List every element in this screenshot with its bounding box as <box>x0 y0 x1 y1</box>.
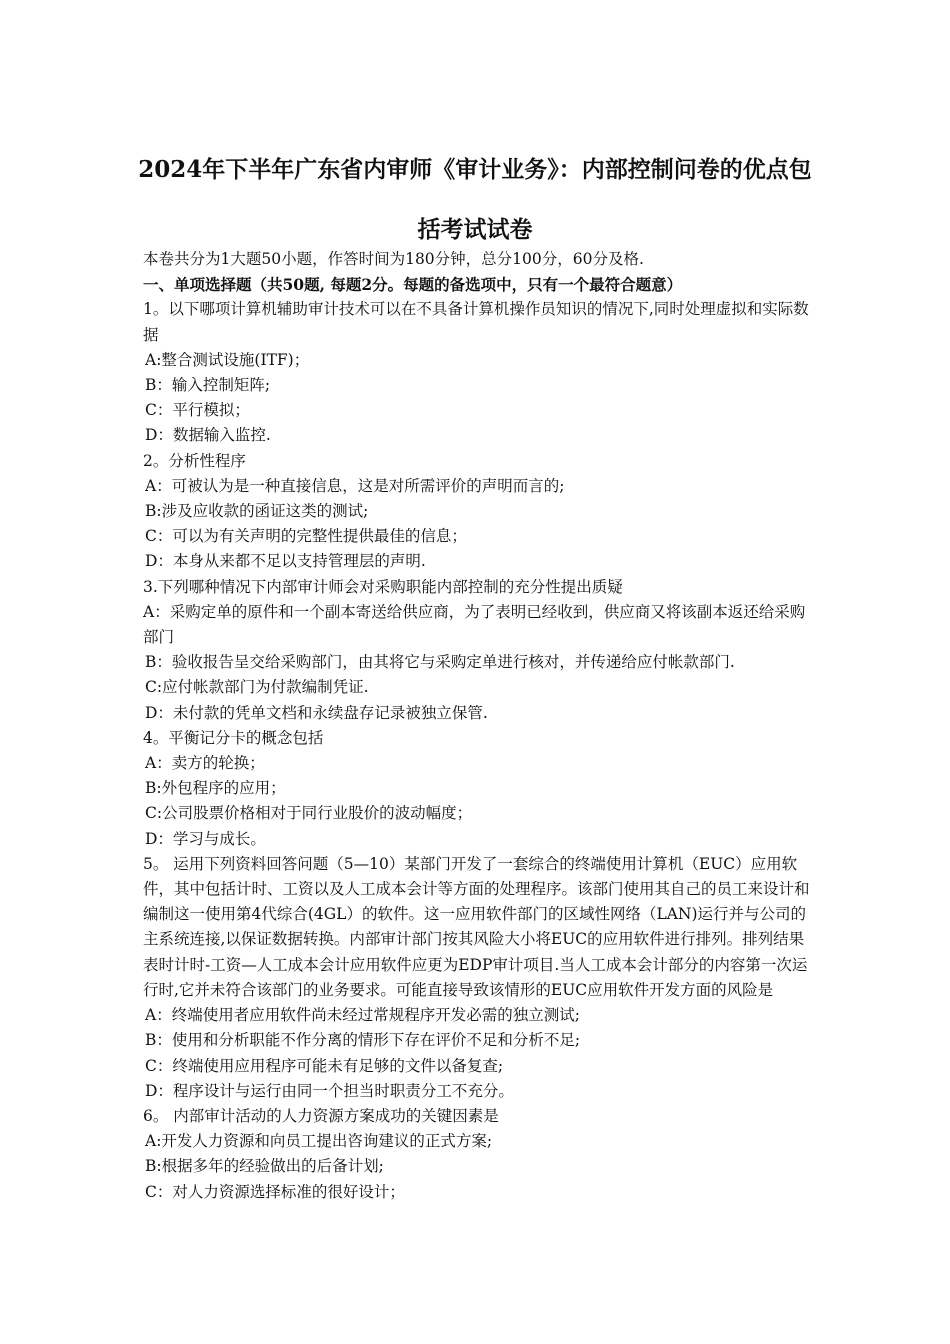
question-stem: 3.下列哪种情况下内部审计师会对采购职能内部控制的充分性提出质疑 <box>143 577 623 596</box>
question-option: B：验收报告呈交给采购部门，由其将它与采购定单进行核对，并传递给应付帐款部门. <box>145 653 735 672</box>
question-stem: 5。 运用下列资料回答问题（5—10）某部门开发了一套综合的终端使用计算机（EUC）应用软件，其中包括计时、工资以及人工成本会计等方面的处理程序。该部门使用其自己的员工来设计和编制这一使用第4代综合(4GL）的软件。这一应用软件部门的区域性网络（LAN)运行并与公司的主系统连接,以保证数据转换。内部审计部门按其风险大小将EUC的应用软件进行排列。排列结果表时计时-工资—人工成本会计应用软件应更为EDP审计项目.当人工成本会计部分的内容第一次运行时,它并未符合该部门的业务要求。可能直接导致该情形的EUC应用软件开发方面的风险是 <box>143 854 810 999</box>
question-option: A：终端使用者应用软件尚未经过常规程序开发必需的独立测试; <box>145 1006 580 1025</box>
document-body <box>143 247 815 1205</box>
question-block <box>143 726 815 852</box>
question-block <box>143 297 815 448</box>
question-option: C：平行模拟； <box>145 401 250 420</box>
question-option: B：使用和分析职能不作分离的情形下存在评价不足和分析不足; <box>145 1031 581 1050</box>
question-option: B：输入控制矩阵; <box>145 376 271 395</box>
question-option: B:根据多年的经验做出的后备计划; <box>145 1157 384 1176</box>
question-option: A：可被认为是一种直接信息，这是对所需评价的声明而言的; <box>145 476 565 495</box>
question-stem: 4。平衡记分卡的概念包括 <box>143 728 324 747</box>
title-line-1: 2024年下半年广东省内审师《审计业务》：内部控制问卷的优点包 <box>138 156 812 183</box>
title-line-2: 括考试试卷 <box>417 216 533 243</box>
question-stem: 6。 内部审计活动的人力资源方案成功的关键因素是 <box>143 1106 499 1125</box>
question-option: C:应付帐款部门为付款编制凭证. <box>145 678 369 697</box>
question-option: C：终端使用应用程序可能未有足够的文件以备复查; <box>145 1056 504 1075</box>
question-option: D：未付款的凭单文档和永续盘存记录被独立保管. <box>145 703 488 722</box>
question-option: B:涉及应收款的函证这类的测试; <box>145 502 369 521</box>
question-block <box>143 575 815 726</box>
intro-text: 本卷共分为1大题50小题，作答时间为180分钟，总分100分，60分及格. <box>143 250 644 268</box>
question-block <box>143 852 815 1104</box>
question-option: C：对人力资源选择标准的很好设计； <box>145 1182 405 1201</box>
question-option: A：卖方的轮换； <box>145 754 265 773</box>
document-title <box>120 140 830 260</box>
question-option: D：程序设计与运行由同一个担当时职责分工不充分。 <box>145 1081 514 1100</box>
question-option: A:整合测试设施(ITF)； <box>145 350 310 369</box>
question-stem: 2。分析性程序 <box>143 451 246 470</box>
question-option: D：学习与成长。 <box>145 829 266 848</box>
question-option: D：本身从来都不足以支持管理层的声明. <box>145 552 426 571</box>
question-option: A：采购定单的原件和一个副本寄送给供应商，为了表明已经收到，供应商又将该副本返还给采购部门 <box>143 602 806 647</box>
question-stem: 1。以下哪项计算机辅助审计技术可以在不具备计算机操作员知识的情况下,同时处理虚拟和实际数据 <box>143 300 809 344</box>
question-option: B:外包程序的应用； <box>145 779 286 798</box>
question-option: A:开发人力资源和向员工提出咨询建议的正式方案; <box>145 1132 493 1151</box>
question-block <box>143 449 815 575</box>
question-option: C:公司股票价格相对于同行业股价的波动幅度； <box>145 804 473 823</box>
question-option: C：可以为有关声明的完整性提供最佳的信息； <box>145 527 467 546</box>
question-block <box>143 1104 815 1205</box>
section-heading: 一、单项选择题（共50题, 每题2分。每题的备选项中，只有一个最符合题意） <box>143 275 683 295</box>
question-option: D：数据输入监控. <box>145 426 271 445</box>
